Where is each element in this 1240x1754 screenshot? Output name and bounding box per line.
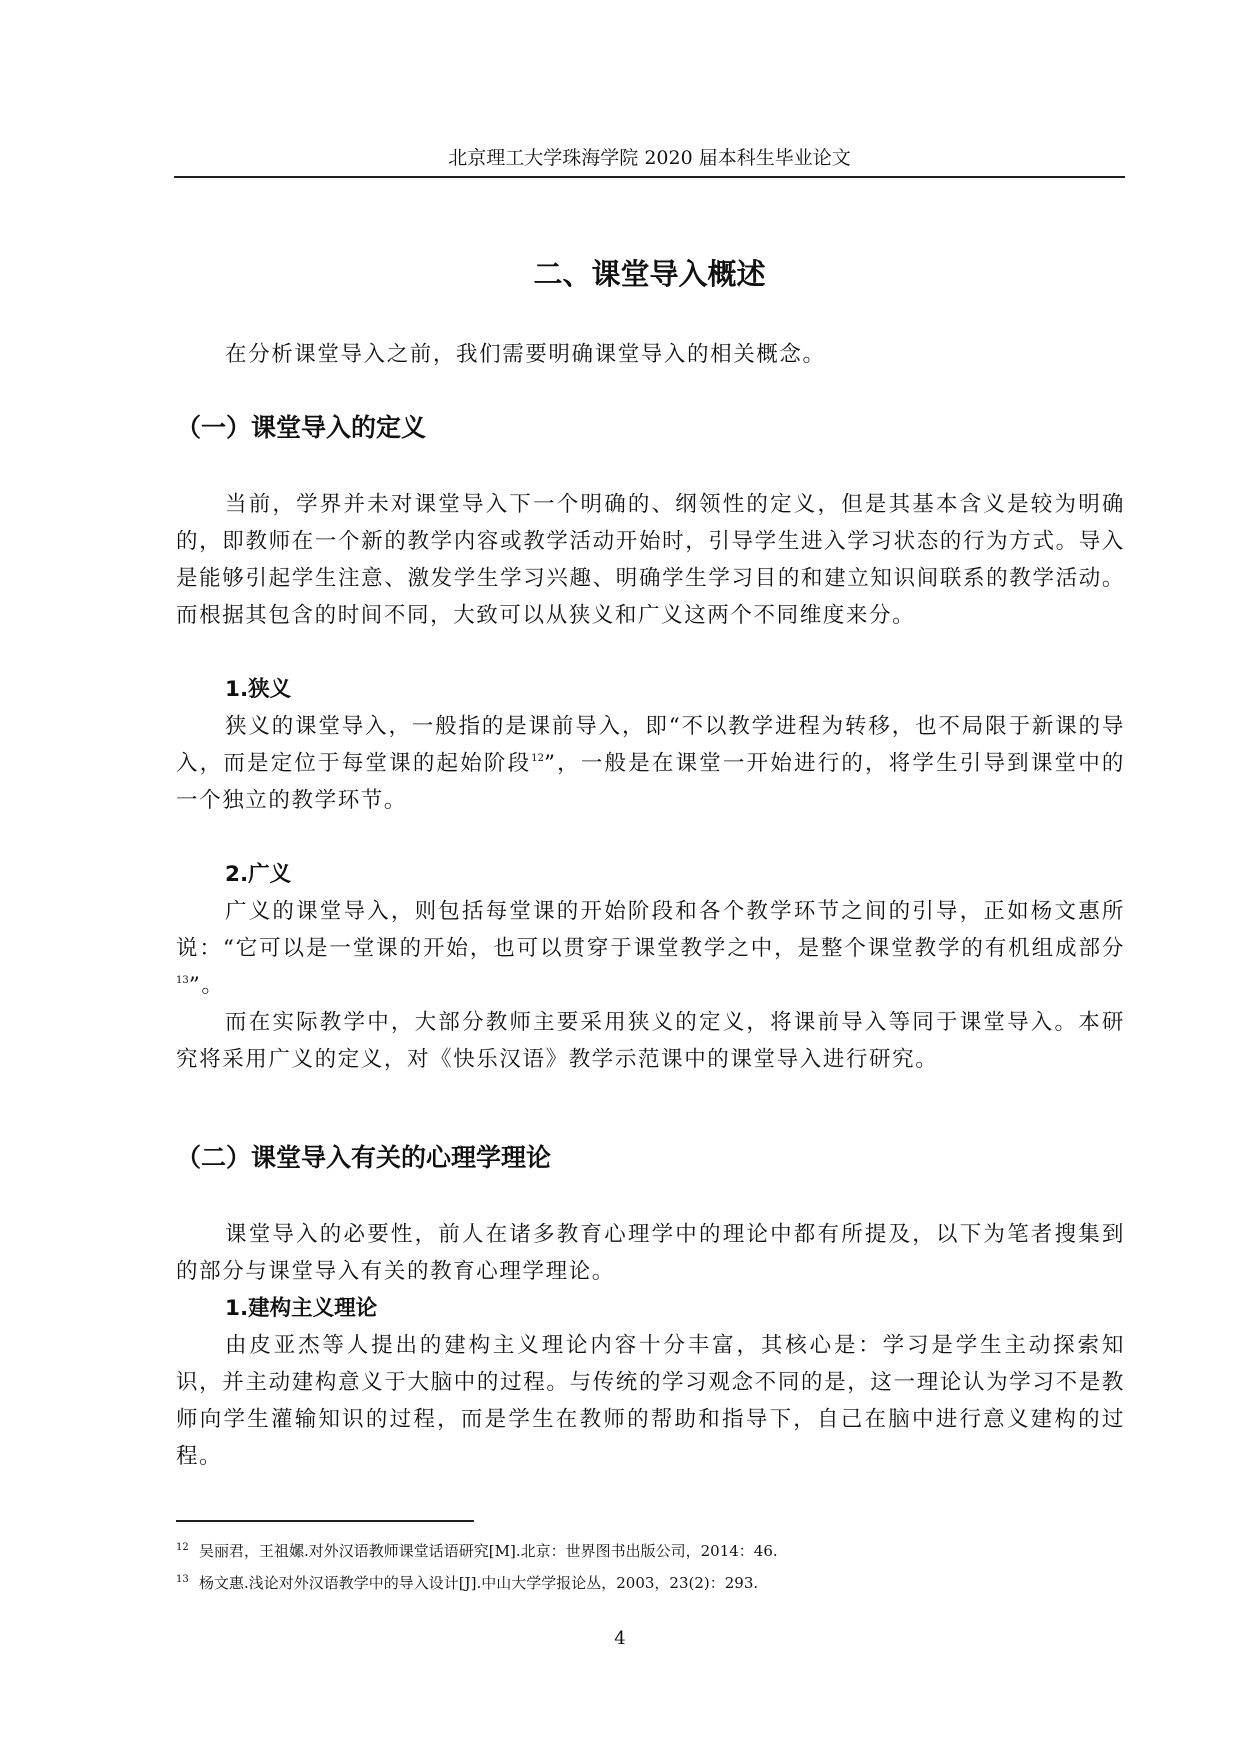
broad-definition-paragraph xyxy=(176,893,1125,1004)
subsection-title-broad: 2.广义 xyxy=(225,862,292,887)
chapter-intro-paragraph: 在分析课堂导入之前，我们需要明确课堂导入的相关概念。 xyxy=(225,342,826,367)
footnote-separator xyxy=(176,1520,474,1522)
constructivism-paragraph: 由皮亚杰等人提出的建构主义理论内容十分丰富，其核心是：学习是学生主动探索知识，并主动建构意义于大脑中的过程。与传统的学习观念不同的是，这一理论认为学习不是教师向学生灌输知识的过程，而是学生在教师的帮助和指导下，自己在脑中进行意义建构的过程。 xyxy=(176,1333,1125,1469)
footnote-13 xyxy=(176,1570,1125,1593)
broad-text-before: 广义的课堂导入，则包括每堂课的开始阶段和各个教学环节之间的引导，正如杨文惠所说：“它可以是一堂课的开始，也可以贯穿于课堂教学之中，是整个课堂教学的有机组成部分 xyxy=(176,899,1125,961)
broad-text-after: ”。 xyxy=(188,973,225,998)
page-number: 4 xyxy=(614,1628,626,1649)
footnote-ref-13[interactable]: 13 xyxy=(176,975,189,986)
section-title-psychology: （二）课堂导入有关的心理学理论 xyxy=(176,1143,552,1172)
header-rule xyxy=(174,176,1125,178)
footnote-number: 12 xyxy=(176,1542,189,1553)
footnote-ref-12[interactable]: 12 xyxy=(531,753,544,764)
footnote-text: 杨文惠.浅论对外汉语教学中的导入设计[J].中山大学学报论丛，2003，23(2)：293. xyxy=(199,1574,759,1592)
chapter-title: 二、课堂导入概述 xyxy=(533,257,766,291)
section-title-definition: （一）课堂导入的定义 xyxy=(176,413,427,442)
narrow-text-after: ”，一般是在课堂一开始进行的，将学生引导到课堂中的一个独立的教学环节。 xyxy=(176,751,1125,813)
subsection-title-constructivism: 1.建构主义理论 xyxy=(225,1296,378,1321)
footnote-text: 吴丽君，王祖嫘.对外汉语教师课堂话语研究[M].北京：世界图书出版公司，2014：46. xyxy=(199,1542,778,1560)
footnote-12 xyxy=(176,1538,1125,1561)
practice-paragraph: 而在实际教学中，大部分教师主要采用狭义的定义，将课前导入等同于课堂导入。本研究将采用广义的定义，对《快乐汉语》教学示范课中的课堂导入进行研究。 xyxy=(176,1010,1125,1072)
narrow-definition-paragraph xyxy=(176,708,1125,819)
psychology-intro-paragraph: 课堂导入的必要性，前人在诸多教育心理学中的理论中都有所提及，以下为笔者搜集到的部分与课堂导入有关的教育心理学理论。 xyxy=(176,1222,1125,1284)
narrow-text-before: 狭义的课堂导入，一般指的是课前导入，即“不以教学进程为转移，也不局限于新课的导入，而是定位于每堂课的起始阶段 xyxy=(176,714,1125,776)
definition-paragraph: 当前，学界并未对课堂导入下一个明确的、纲领性的定义，但是其基本含义是较为明确的，即教师在一个新的教学内容或教学活动开始时，引导学生进入学习状态的行为方式。导入是能够引起学生注意、激发学生学习兴趣、明确学生学习目的和建立知识间联系的教学活动。而根据其包含的时间不同，大致可以从狭义和广义这两个不同维度来分。 xyxy=(176,492,1125,628)
footnote-number: 13 xyxy=(176,1574,189,1585)
subsection-title-narrow: 1.狭义 xyxy=(225,677,292,702)
running-header: 北京理工大学珠海学院 2020 届本科生毕业论文 xyxy=(448,147,851,169)
